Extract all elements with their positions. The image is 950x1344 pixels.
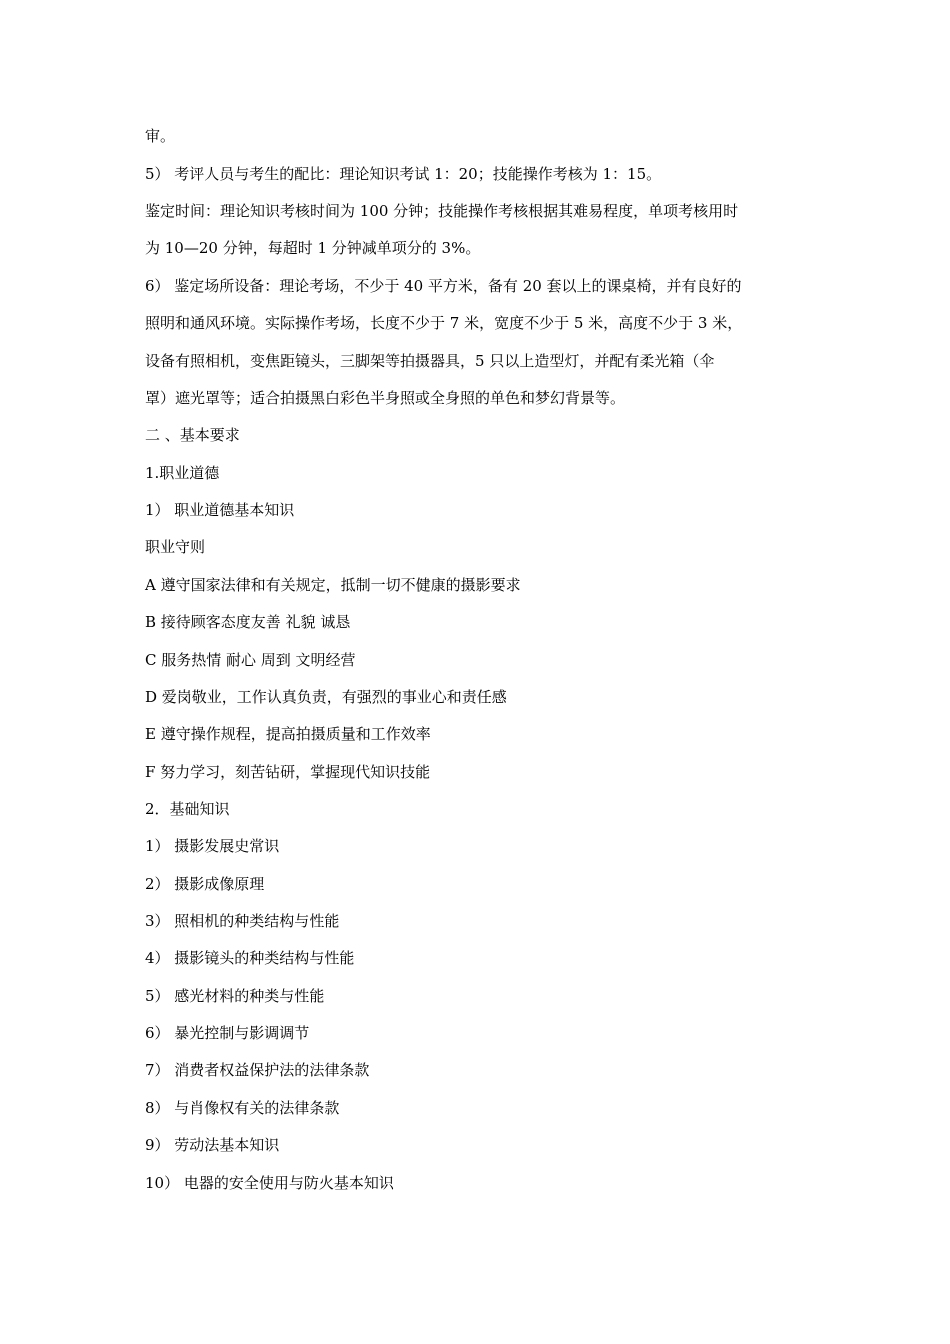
text-line: 设备有照相机，变焦距镜头，三脚架等拍摄器具，5 只以上造型灯，并配有柔光箱（伞 [145, 352, 715, 370]
list-item: F 努力学习，刻苦钻研，掌握现代知识技能 [145, 763, 431, 781]
list-item: B 接待顾客态度友善 礼貌 诚恳 [145, 613, 351, 631]
list-item: 7） 消费者权益保护法的法律条款 [145, 1061, 370, 1079]
list-item: 8） 与肖像权有关的法律条款 [145, 1099, 340, 1117]
list-item: 9） 劳动法基本知识 [145, 1136, 280, 1154]
text-line: 5） 考评人员与考生的配比：理论知识考试 1：20；技能操作考核为 1：15。 [145, 165, 662, 183]
section-heading: 二 、基本要求 [145, 426, 240, 444]
list-item: 5） 感光材料的种类与性能 [145, 987, 325, 1005]
list-item: D 爱岗敬业，工作认真负责，有强烈的事业心和责任感 [145, 688, 507, 706]
text-line: 职业守则 [145, 538, 206, 556]
text-line: 审。 [145, 127, 176, 145]
text-line: 鉴定时间：理论知识考核时间为 100 分钟；技能操作考核根据其难易程度，单项考核用时 [145, 202, 739, 220]
list-item: 10） 电器的安全使用与防火基本知识 [145, 1174, 394, 1192]
list-item: A 遵守国家法律和有关规定，抵制一切不健康的摄影要求 [145, 576, 521, 594]
text-line: 罩）遮光罩等；适合拍摄黑白彩色半身照或全身照的单色和梦幻背景等。 [145, 389, 626, 407]
list-item: 1） 摄影发展史常识 [145, 837, 280, 855]
list-item: 1） 职业道德基本知识 [145, 501, 295, 519]
list-item: 6） 暴光控制与影调调节 [145, 1024, 310, 1042]
text-line: 为 10—20 分钟，每超时 1 分钟减单项分的 3%。 [145, 239, 481, 257]
list-item: 2） 摄影成像原理 [145, 875, 265, 893]
text-line: 照明和通风环境。实际操作考场，长度不少于 7 米，宽度不少于 5 米，高度不少于 3 米， [145, 314, 743, 332]
list-item: 4） 摄影镜头的种类结构与性能 [145, 949, 355, 967]
text-line: 6） 鉴定场所设备：理论考场，不少于 40 平方米，备有 20 套以上的课桌椅，并有良好的 [145, 277, 742, 295]
subsection-heading: 1.职业道德 [145, 464, 220, 482]
list-item: E 遵守操作规程，提高拍摄质量和工作效率 [145, 725, 431, 743]
subsection-heading: 2．基础知识 [145, 800, 230, 818]
list-item: C 服务热情 耐心 周到 文明经营 [145, 651, 356, 669]
list-item: 3） 照相机的种类结构与性能 [145, 912, 340, 930]
